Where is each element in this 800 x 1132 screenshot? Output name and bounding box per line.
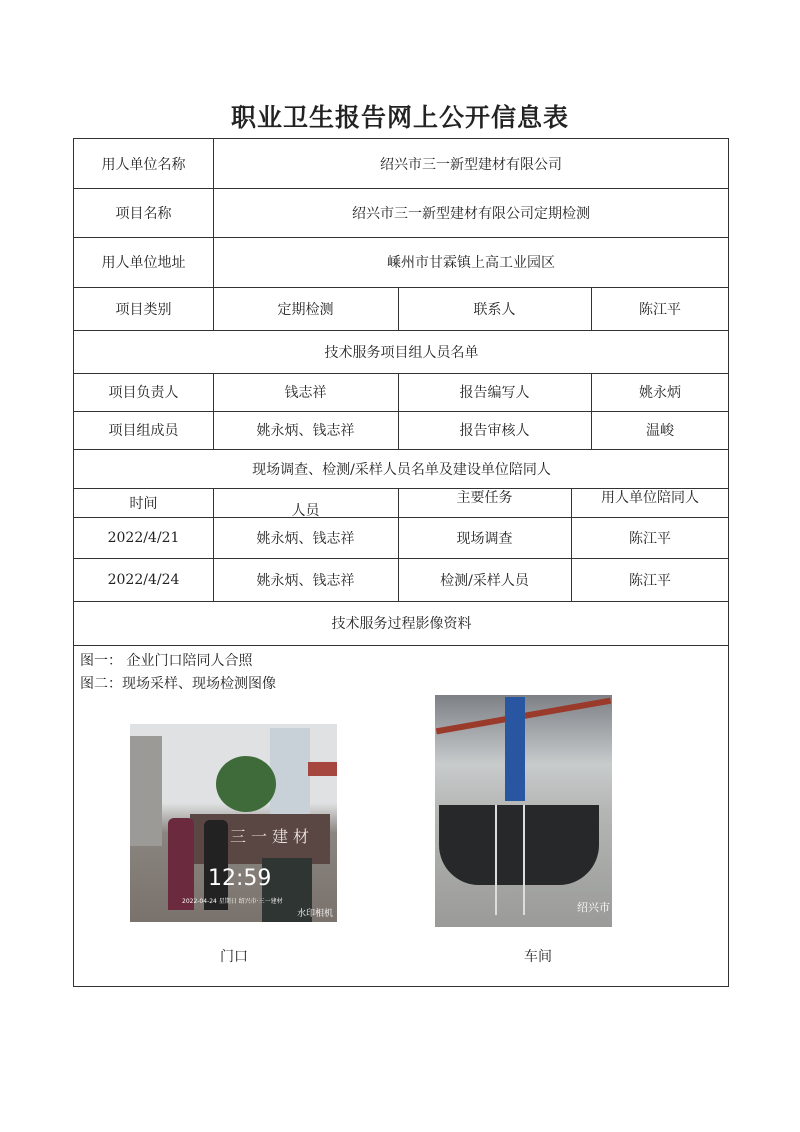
row2-task: 检测/采样人员 [440, 572, 529, 589]
row1-people: 姚永炳、钱志祥 [256, 530, 355, 547]
photo-workshop [435, 695, 612, 927]
category-label: 项目类别 [115, 301, 172, 318]
page-title: 职业卫生报告网上公开信息表 [230, 103, 569, 132]
photo-caption-entrance: 门口 [220, 949, 248, 965]
row2-people: 姚永炳、钱志祥 [256, 572, 355, 589]
fig1-label: 图一： 企业门口陪同人合照 [80, 653, 253, 669]
col-time: 时间 [129, 495, 158, 512]
col-task: 主要任务 [456, 489, 513, 506]
col-people: 人员 [291, 502, 320, 519]
contact: 陈江平 [639, 301, 681, 318]
row2-date: 2022/4/24 [107, 571, 180, 588]
team-header: 技术服务项目组人员名单 [324, 344, 479, 361]
row1-escort: 陈江平 [629, 530, 671, 547]
project-name-label: 项目名称 [115, 205, 172, 222]
col-escort: 用人单位陪同人 [601, 489, 699, 506]
employer-name-label: 用人单位名称 [101, 156, 186, 173]
photo-caption-workshop: 车间 [524, 949, 552, 965]
address-label: 用人单位地址 [101, 255, 186, 271]
field-header: 现场调查、检测/采样人员名单及建设单位陪同人 [252, 461, 551, 478]
employer-name: 绍兴市三一新型建材有限公司 [380, 156, 562, 173]
photo-stamp-city: 绍兴市 [577, 901, 610, 914]
photo-entrance [130, 724, 337, 922]
leader-label: 项目负责人 [108, 385, 179, 401]
writer-label: 报告编写人 [459, 385, 530, 401]
members-label: 项目组成员 [108, 423, 179, 439]
reviewer-label: 报告审核人 [459, 423, 530, 439]
members: 姚永炳、钱志祥 [256, 423, 355, 439]
contact-label: 联系人 [473, 301, 516, 318]
reviewer: 温峻 [646, 423, 674, 439]
images-header: 技术服务过程影像资料 [331, 616, 472, 632]
sign-text: 三一建材 [230, 827, 315, 846]
camera-app-label: 水印相机 [296, 909, 333, 919]
category: 定期检测 [277, 301, 334, 318]
project-name: 绍兴市三一新型建材有限公司定期检测 [352, 205, 590, 222]
row1-date: 2022/4/21 [107, 529, 180, 546]
row1-task: 现场调查 [456, 530, 513, 547]
fig2-label: 图二：现场采样、现场检测图像 [80, 676, 276, 692]
row2-escort: 陈江平 [629, 572, 671, 589]
photo-stamp: 2022-04-24 星期日 绍兴市·三一建材 [182, 898, 283, 905]
writer: 姚永炳 [639, 385, 681, 401]
photo-time: 12:59 [208, 866, 272, 891]
divider [74, 645, 728, 646]
address: 嵊州市甘霖镇上高工业园区 [387, 255, 555, 271]
leader: 钱志祥 [284, 385, 327, 401]
